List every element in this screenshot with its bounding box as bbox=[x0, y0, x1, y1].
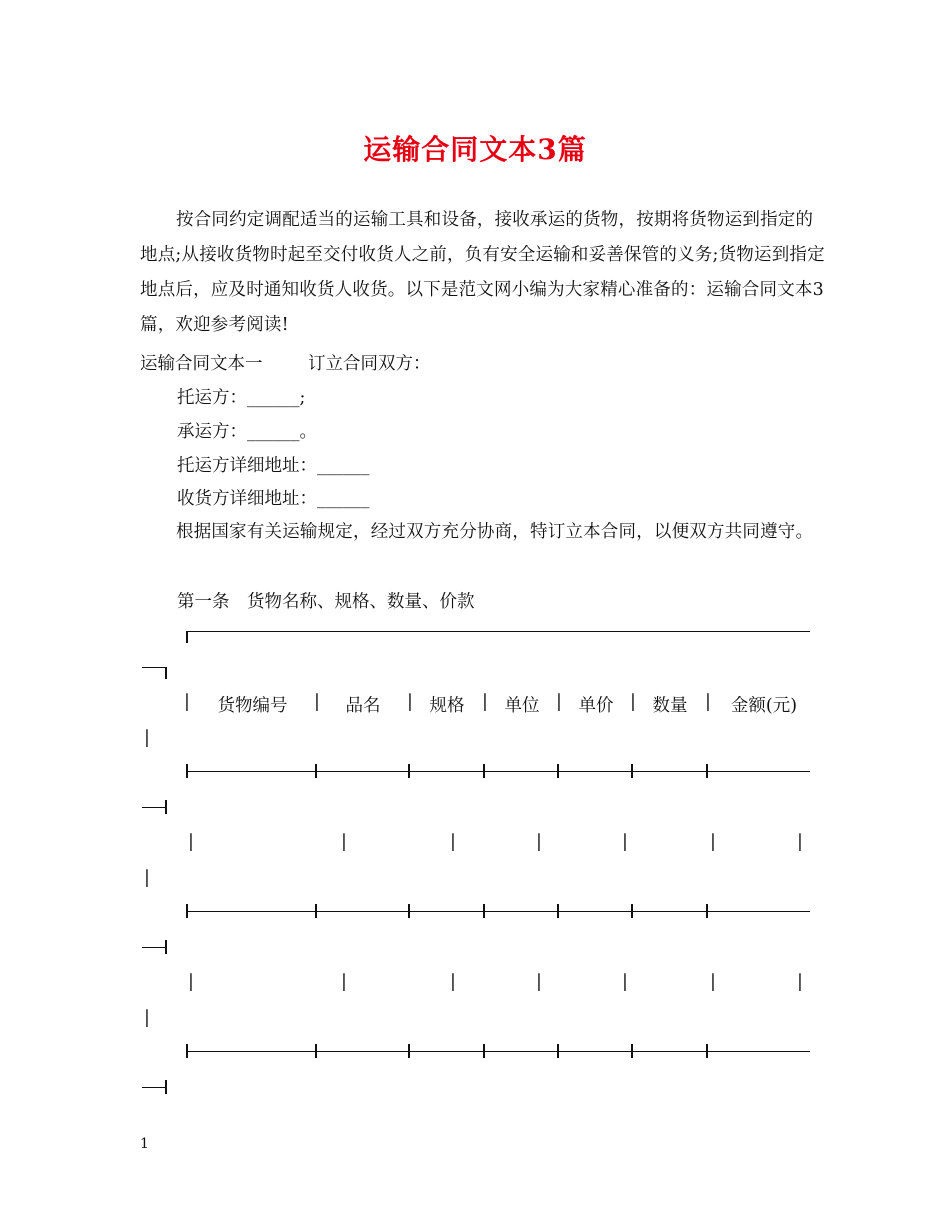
table-junction bbox=[706, 764, 708, 778]
table-separator: | bbox=[450, 972, 456, 992]
table-separator: | bbox=[144, 728, 150, 748]
table-junction bbox=[557, 904, 559, 918]
table-junction bbox=[483, 1044, 485, 1058]
table-separator: | bbox=[407, 692, 413, 712]
table-row-divider-wrap bbox=[142, 947, 166, 948]
table-border-wrap bbox=[142, 667, 166, 668]
table-separator: | bbox=[188, 972, 194, 992]
table-separator: | bbox=[341, 832, 347, 852]
table-separator: | bbox=[144, 1008, 150, 1028]
table-separator: | bbox=[556, 692, 562, 712]
table-junction bbox=[165, 1080, 167, 1094]
header-quantity: 数量 bbox=[652, 696, 688, 716]
table-junction bbox=[315, 764, 317, 778]
header-product-name: 品名 bbox=[345, 696, 381, 716]
table-junction bbox=[631, 904, 633, 918]
table-junction bbox=[408, 764, 410, 778]
table-separator: | bbox=[536, 972, 542, 992]
table-row-divider-wrap bbox=[142, 807, 166, 808]
shipper-address-line: 托运方详细地址：______ bbox=[177, 456, 370, 476]
section-heading: 运输合同文本一 bbox=[140, 354, 263, 374]
document-title: 运输合同文本3篇 bbox=[363, 133, 587, 166]
table-separator: | bbox=[710, 832, 716, 852]
table-corner bbox=[186, 631, 188, 643]
table-junction bbox=[483, 764, 485, 778]
header-unit-price: 单价 bbox=[578, 696, 614, 716]
table-junction bbox=[631, 764, 633, 778]
table-junction bbox=[557, 764, 559, 778]
table-junction bbox=[706, 1044, 708, 1058]
table-junction bbox=[186, 764, 188, 778]
table-separator: | bbox=[705, 692, 711, 712]
table-separator: | bbox=[630, 692, 636, 712]
table-junction bbox=[483, 904, 485, 918]
table-junction bbox=[408, 1044, 410, 1058]
parties-heading: 订立合同双方： bbox=[308, 354, 431, 374]
table-separator: | bbox=[144, 868, 150, 888]
table-junction bbox=[165, 940, 167, 954]
header-spec: 规格 bbox=[429, 696, 465, 716]
header-goods-number: 货物编号 bbox=[217, 696, 288, 716]
header-unit: 单位 bbox=[504, 696, 540, 716]
table-separator: | bbox=[536, 832, 542, 852]
page-number: 1 bbox=[140, 1136, 149, 1152]
consignee-address-line: 收货方详细地址：______ bbox=[177, 489, 370, 509]
table-junction bbox=[408, 904, 410, 918]
article-one-heading: 第一条 货物名称、规格、数量、价款 bbox=[177, 592, 475, 612]
table-row-divider bbox=[186, 911, 810, 912]
table-junction bbox=[557, 1044, 559, 1058]
carrier-line: 承运方：______。 bbox=[177, 422, 317, 442]
table-separator: | bbox=[341, 972, 347, 992]
header-amount: 金额(元) bbox=[730, 696, 798, 716]
table-separator: | bbox=[622, 972, 628, 992]
intro-paragraph: 按合同约定调配适当的运输工具和设备，接收承运的货物，按期将货物运到指定的地点;从接收货物时起至交付收货人之前，负有安全运输和妥善保管的义务;货物运到指定地点后，应及时通知收货人收货。以下是范文网小编为大家精心准备的：运输合同文本3篇，欢迎参考阅读! bbox=[140, 210, 825, 335]
table-junction bbox=[631, 1044, 633, 1058]
table-junction bbox=[706, 904, 708, 918]
table-row-divider-wrap bbox=[142, 1087, 166, 1088]
shipper-line: 托运方：______; bbox=[177, 388, 306, 408]
table-separator: | bbox=[450, 832, 456, 852]
table-junction bbox=[186, 1044, 188, 1058]
table-junction bbox=[165, 800, 167, 814]
table-separator: | bbox=[797, 832, 803, 852]
table-junction bbox=[315, 1044, 317, 1058]
table-border-top bbox=[186, 631, 810, 632]
table-separator: | bbox=[314, 692, 320, 712]
agreement-paragraph: 根据国家有关运输规定，经过双方充分协商，特订立本合同，以便双方共同遵守。 bbox=[176, 522, 814, 542]
table-corner bbox=[165, 667, 167, 679]
table-separator: | bbox=[710, 972, 716, 992]
table-row-divider bbox=[186, 771, 810, 772]
table-junction bbox=[186, 904, 188, 918]
table-separator: | bbox=[482, 692, 488, 712]
table-separator: | bbox=[188, 832, 194, 852]
table-separator: | bbox=[797, 972, 803, 992]
table-row-divider bbox=[186, 1051, 810, 1052]
table-junction bbox=[315, 904, 317, 918]
table-separator: | bbox=[622, 832, 628, 852]
table-separator: | bbox=[184, 692, 190, 712]
